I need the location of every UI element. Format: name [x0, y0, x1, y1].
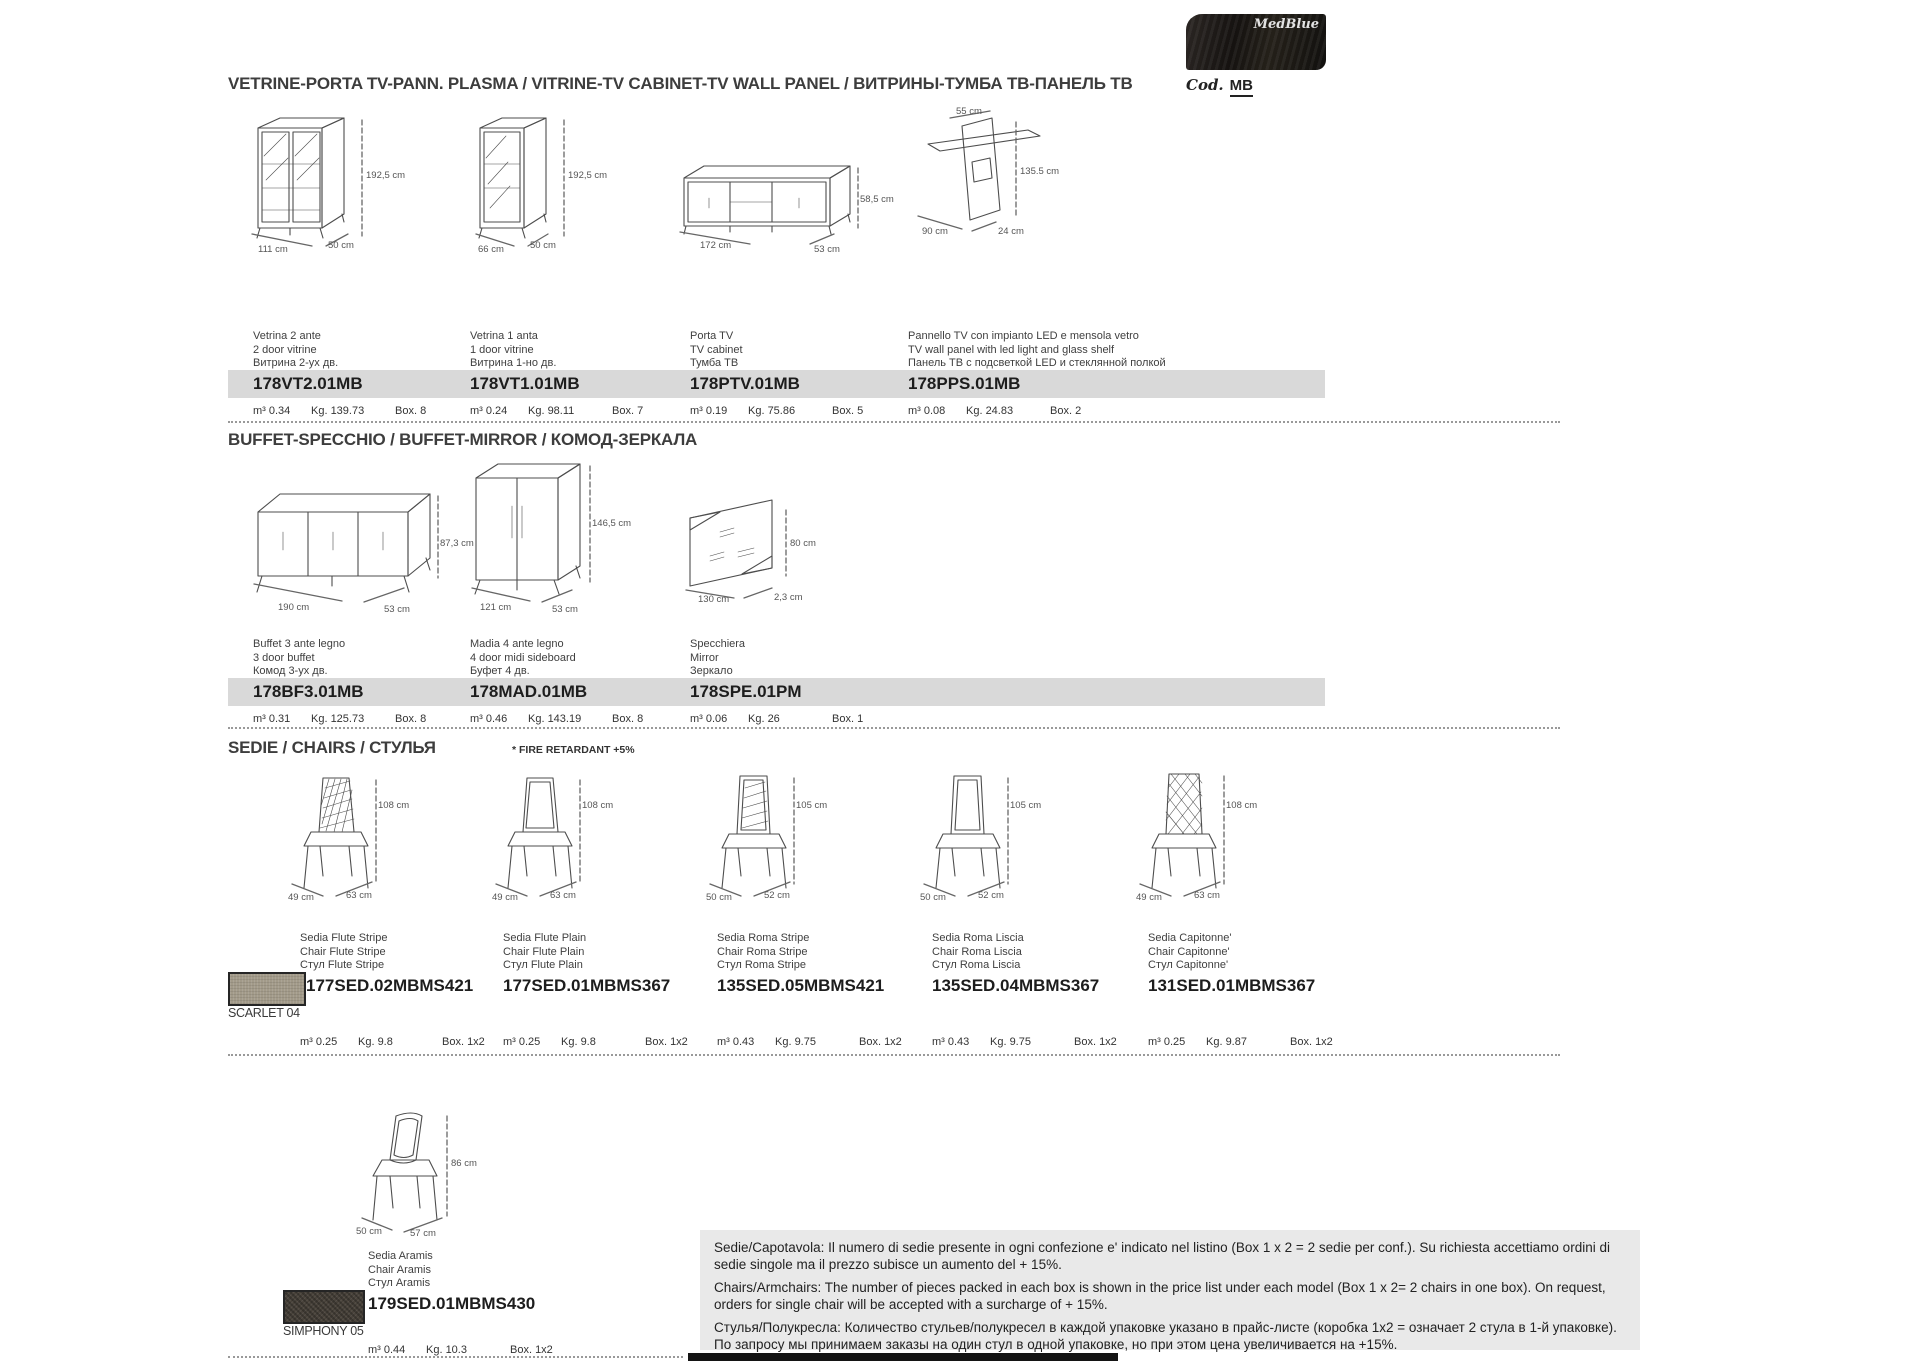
- product-code: 178SPE.01PM: [690, 682, 802, 701]
- dim-width: 50 cm: [706, 892, 732, 903]
- spec-box: Box. 7: [612, 405, 644, 417]
- desc-line-it: Madia 4 ante legno: [470, 638, 564, 650]
- spec-box: Box. 1x2: [510, 1344, 553, 1356]
- desc-line-ru: Зеркало: [690, 665, 733, 677]
- dim-height: 108 cm: [378, 800, 410, 811]
- desc-line-it: Vetrina 2 ante: [253, 330, 321, 342]
- dim-width: 49 cm: [288, 892, 314, 903]
- product-desc: [1148, 932, 1231, 973]
- vitrine-2door-drawing: [240, 110, 410, 260]
- desc-line-it: Sedia Flute Plain: [503, 932, 587, 944]
- product-desc: [932, 932, 1024, 973]
- spec-volume: m³ 0.25: [503, 1036, 541, 1048]
- dim-height: 146,5 cm: [592, 518, 632, 529]
- product-desc: [470, 330, 556, 371]
- dim-depth: 50 cm: [530, 240, 556, 251]
- spec-box: Box. 1: [832, 713, 864, 725]
- finish-code: [1186, 76, 1253, 94]
- dim-height: 192,5 cm: [568, 170, 608, 181]
- dotted-separator: [228, 1356, 683, 1358]
- chair-flute-plain-drawing: [492, 772, 618, 906]
- brand-name: MedBlue: [1253, 17, 1319, 32]
- section-title-buffet: BUFFET-SPECCHIO / BUFFET-MIRROR / КОМОД-ЗЕРКАЛА: [228, 430, 698, 449]
- dim-width: 49 cm: [492, 892, 518, 903]
- product-specs: [1148, 1036, 1333, 1048]
- product-desc: [253, 638, 345, 679]
- fabric-swatch-label: SCARLET 04: [228, 1006, 300, 1020]
- cod-label: Cod.: [1186, 76, 1224, 94]
- spec-box: Box. 8: [612, 713, 644, 725]
- dim-depth: 63 cm: [1194, 890, 1220, 901]
- spec-volume: m³ 0.43: [717, 1036, 755, 1048]
- desc-line-it: Porta TV: [690, 330, 734, 342]
- figure-vitrine-1door: [462, 110, 612, 260]
- figure-chair-flute-plain: [492, 772, 618, 906]
- vitrine-1door-drawing: [462, 110, 612, 260]
- dim-width: 130 cm: [698, 594, 730, 605]
- desc-line-ru: Стул Flute Stripe: [300, 959, 385, 971]
- product-code: 178VT1.01MB: [470, 374, 580, 393]
- dim-depth: 57 cm: [410, 1228, 436, 1239]
- figure-chair-roma-stripe: [706, 772, 832, 906]
- dim-depth: 63 cm: [550, 890, 576, 901]
- spec-weight: Kg. 9.8: [358, 1036, 393, 1048]
- spec-weight: Kg. 26: [748, 713, 780, 725]
- dim-depth: 53 cm: [814, 244, 840, 255]
- desc-line-en: Chair Roma Liscia: [932, 945, 1022, 958]
- dim-height: 108 cm: [1226, 800, 1258, 811]
- section-title-vitrines: VETRINE-PORTA TV-PANN. PLASMA / VITRINE-TV CABINET-TV WALL PANEL / ВИТРИНЫ-ТУМБА ТВ-ПАНЕЛЬ ТВ: [228, 74, 1133, 93]
- dim-width: 90 cm: [922, 226, 948, 237]
- fabric-swatch-label: SIMPHONY 05: [283, 1324, 364, 1338]
- chair-capitonne-drawing: [1136, 772, 1262, 906]
- figure-chair-roma-liscia: [920, 772, 1046, 906]
- figure-vitrine-2door: [240, 110, 410, 260]
- product-desc: [368, 1250, 433, 1291]
- spec-volume: m³ 0.46: [470, 713, 508, 725]
- product-specs: [300, 1036, 485, 1048]
- product-specs: [932, 1036, 1117, 1048]
- dim-depth: 2,3 cm: [774, 592, 803, 603]
- page-footer-bar: [688, 1353, 1118, 1361]
- dim-height: 105 cm: [796, 800, 828, 811]
- fabric-swatch-scarlet: [228, 972, 306, 1006]
- dim-depth: 53 cm: [552, 604, 578, 615]
- dim-height: 108 cm: [582, 800, 614, 811]
- dim-width: 66 cm: [478, 244, 504, 255]
- desc-line-en: 1 door vitrine: [470, 343, 534, 356]
- dim-depth: 63 cm: [346, 890, 372, 901]
- product-code: 178BF3.01MB: [253, 682, 364, 701]
- dim-width: 50 cm: [920, 892, 946, 903]
- desc-line-ru: Витрина 2-ух дв.: [253, 357, 339, 369]
- dim-height: 135.5 cm: [1020, 166, 1060, 177]
- chair-aramis-drawing: [352, 1108, 492, 1240]
- product-desc: [503, 932, 586, 973]
- product-desc: [908, 330, 1166, 371]
- desc-line-it: Sedia Roma Liscia: [932, 932, 1024, 944]
- packing-notes: [700, 1230, 1640, 1350]
- desc-line-en: 2 door vitrine: [253, 343, 317, 356]
- product-code: 177SED.01MBMS367: [503, 976, 671, 995]
- spec-weight: Kg. 9.75: [775, 1036, 816, 1048]
- desc-line-ru: Комод 3-ух дв.: [253, 665, 328, 677]
- spec-weight: Kg. 9.75: [990, 1036, 1031, 1048]
- dotted-separator: [228, 1054, 1560, 1056]
- product-code: 135SED.04MBMS367: [932, 976, 1100, 995]
- spec-box: Box. 8: [395, 713, 427, 725]
- note-russian: Стулья/Полукресла: Количество стульев/полукресел в каждой упаковке указано в прайс-листе (коробка 1x2 = означает 2 стула в 1-й упаковке). По запросу мы принимаем заказы на один стул в одной упаковке, но при этом цена увеличивается на +15%.: [714, 1320, 1617, 1352]
- dim-depth: 50 cm: [328, 240, 354, 251]
- desc-line-ru: Буфет 4 дв.: [470, 665, 530, 677]
- figure-tv-cabinet: [672, 150, 900, 254]
- spec-volume: m³ 0.24: [470, 405, 508, 417]
- desc-line-en: Chair Capitonne': [1148, 945, 1230, 958]
- product-code: 178PPS.01MB: [908, 374, 1021, 393]
- spec-box: Box. 1x2: [442, 1036, 485, 1048]
- product-specs: [690, 405, 863, 417]
- dim-top-width: 55 cm: [956, 106, 982, 117]
- product-code: 135SED.05MBMS421: [717, 976, 885, 995]
- desc-line-en: Chair Flute Plain: [503, 945, 585, 958]
- mirror-drawing: [676, 492, 836, 606]
- spec-weight: Kg. 139.73: [311, 405, 365, 417]
- product-specs: [470, 713, 643, 725]
- spec-volume: m³ 0.44: [368, 1344, 406, 1356]
- dim-height: 86 cm: [451, 1158, 477, 1169]
- product-specs: [253, 405, 426, 417]
- spec-box: Box. 1x2: [1074, 1036, 1117, 1048]
- note-english: Chairs/Armchairs: The number of pieces packed in each box is shown in the price list under each model (Box 1 x 2= 2 chairs in one box). On request, orders for single chair will be accepted with a surcharge of + 15%.: [714, 1280, 1606, 1312]
- dim-depth: 53 cm: [384, 604, 410, 615]
- dim-depth: 24 cm: [998, 226, 1024, 237]
- product-code: 178MAD.01MB: [470, 682, 588, 701]
- desc-line-en: TV wall panel with led light and glass shelf: [908, 343, 1115, 356]
- dim-width: 49 cm: [1136, 892, 1162, 903]
- desc-line-en: Chair Flute Stripe: [300, 945, 386, 958]
- desc-line-en: Chair Aramis: [368, 1263, 431, 1276]
- spec-box: Box. 1x2: [1290, 1036, 1333, 1048]
- desc-line-ru: Тумба ТВ: [690, 357, 739, 369]
- chair-roma-stripe-drawing: [706, 772, 832, 906]
- spec-volume: m³ 0.31: [253, 713, 291, 725]
- product-specs: [503, 1036, 688, 1048]
- spec-weight: Kg. 10.3: [426, 1344, 467, 1356]
- desc-line-it: Sedia Capitonne': [1148, 932, 1232, 944]
- dim-depth: 52 cm: [978, 890, 1004, 901]
- dim-height: 80 cm: [790, 538, 816, 549]
- spec-volume: m³ 0.25: [1148, 1036, 1186, 1048]
- product-specs: [908, 405, 1081, 417]
- dim-width: 121 cm: [480, 602, 512, 613]
- desc-line-ru: Стул Roma Liscia: [932, 959, 1021, 971]
- desc-line-en: 4 door midi sideboard: [470, 651, 576, 664]
- spec-volume: m³ 0.08: [908, 405, 946, 417]
- desc-line-it: Specchiera: [690, 638, 746, 650]
- figure-chair-capitonne: [1136, 772, 1262, 906]
- figure-chair-aramis: [352, 1108, 492, 1240]
- product-specs: [690, 713, 863, 725]
- figure-madia: [458, 452, 636, 618]
- figure-mirror: [676, 492, 836, 606]
- chair-roma-liscia-drawing: [920, 772, 1046, 906]
- dim-depth: 52 cm: [764, 890, 790, 901]
- spec-volume: m³ 0.06: [690, 713, 728, 725]
- spec-volume: m³ 0.19: [690, 405, 728, 417]
- desc-line-ru: Витрина 1-но дв.: [470, 357, 557, 369]
- dim-height: 58,5 cm: [860, 194, 894, 205]
- finish-swatch-medblue: [1186, 14, 1326, 70]
- product-desc: [690, 638, 745, 679]
- desc-line-ru: Стул Flute Plain: [503, 959, 583, 971]
- section-title-chairs: SEDIE / CHAIRS / СТУЛЬЯ: [228, 738, 436, 757]
- desc-line-en: Chair Roma Stripe: [717, 945, 808, 958]
- desc-line-ru: Стул Capitonne': [1148, 959, 1229, 971]
- dim-height: 192,5 cm: [366, 170, 406, 181]
- dim-width: 50 cm: [356, 1226, 382, 1237]
- desc-line-it: Sedia Aramis: [368, 1250, 433, 1262]
- tv-wall-panel-drawing: [900, 108, 1105, 243]
- product-desc: [253, 330, 338, 371]
- cod-value: MB: [1230, 77, 1253, 97]
- spec-weight: Kg. 98.11: [528, 405, 575, 417]
- spec-weight: Kg. 125.73: [311, 713, 365, 725]
- desc-line-it: Sedia Roma Stripe: [717, 932, 810, 944]
- desc-line-it: Vetrina 1 anta: [470, 330, 538, 342]
- product-specs: [368, 1344, 553, 1356]
- spec-box: Box. 2: [1050, 405, 1082, 417]
- dotted-separator: [228, 727, 1560, 729]
- dim-width: 190 cm: [278, 602, 310, 613]
- figure-tv-wall-panel: [900, 108, 1105, 243]
- madia-drawing: [458, 452, 636, 618]
- product-code: 178VT2.01MB: [253, 374, 363, 393]
- desc-line-ru: Стул Roma Stripe: [717, 959, 806, 971]
- fabric-swatch-simphony: [283, 1290, 365, 1324]
- spec-box: Box. 8: [395, 405, 427, 417]
- spec-volume: m³ 0.34: [253, 405, 291, 417]
- spec-box: Box. 1x2: [645, 1036, 688, 1048]
- spec-volume: m³ 0.43: [932, 1036, 970, 1048]
- desc-line-ru: Стул Aramis: [368, 1277, 431, 1289]
- product-desc: [300, 932, 387, 973]
- product-code: 177SED.02MBMS421: [306, 976, 474, 995]
- fire-retardant-note: * FIRE RETARDANT +5%: [512, 744, 635, 756]
- product-desc: [690, 330, 743, 371]
- desc-line-it: Buffet 3 ante legno: [253, 638, 346, 650]
- product-desc: [470, 638, 576, 679]
- desc-line-it: Pannello TV con impianto LED e mensola vetro: [908, 330, 1139, 342]
- product-desc: [717, 932, 809, 973]
- product-code: 178PTV.01MB: [690, 374, 800, 393]
- dim-width: 172 cm: [700, 240, 732, 251]
- spec-box: Box. 5: [832, 405, 864, 417]
- dotted-separator: [228, 421, 1560, 423]
- desc-line-en: 3 door buffet: [253, 651, 315, 664]
- dim-width: 111 cm: [258, 244, 288, 255]
- product-code: 179SED.01MBMS430: [368, 1294, 536, 1313]
- spec-weight: Kg. 143.19: [528, 713, 582, 725]
- spec-box: Box. 1x2: [859, 1036, 902, 1048]
- spec-weight: Kg. 9.8: [561, 1036, 596, 1048]
- spec-volume: m³ 0.25: [300, 1036, 338, 1048]
- product-code: 131SED.01MBMS367: [1148, 976, 1316, 995]
- spec-weight: Kg. 75.86: [748, 405, 796, 417]
- spec-weight: Kg. 9.87: [1206, 1036, 1247, 1048]
- figure-buffet: [244, 468, 479, 616]
- chair-flute-stripe-drawing: [288, 772, 414, 906]
- note-italian: Sedie/Capotavola: Il numero di sedie presente in ogni confezione e' indicato nel listino (Box 1 x 2 = 2 sedie per conf.). Su richiesta accettiamo ordini di sedie singole ma il prezzo subisce un aumento del + 15%.: [714, 1240, 1610, 1272]
- dim-height: 87,3 cm: [440, 538, 474, 549]
- spec-weight: Kg. 24.83: [966, 405, 1014, 417]
- desc-line-en: Mirror: [690, 651, 719, 664]
- desc-line-it: Sedia Flute Stripe: [300, 932, 388, 944]
- product-specs: [253, 713, 426, 725]
- desc-line-en: TV cabinet: [690, 343, 743, 356]
- product-specs: [470, 405, 643, 417]
- figure-chair-flute-stripe: [288, 772, 414, 906]
- desc-line-ru: Панель ТВ с подсветкой LED и стеклянной полкой: [908, 357, 1166, 369]
- dim-height: 105 cm: [1010, 800, 1042, 811]
- product-specs: [717, 1036, 902, 1048]
